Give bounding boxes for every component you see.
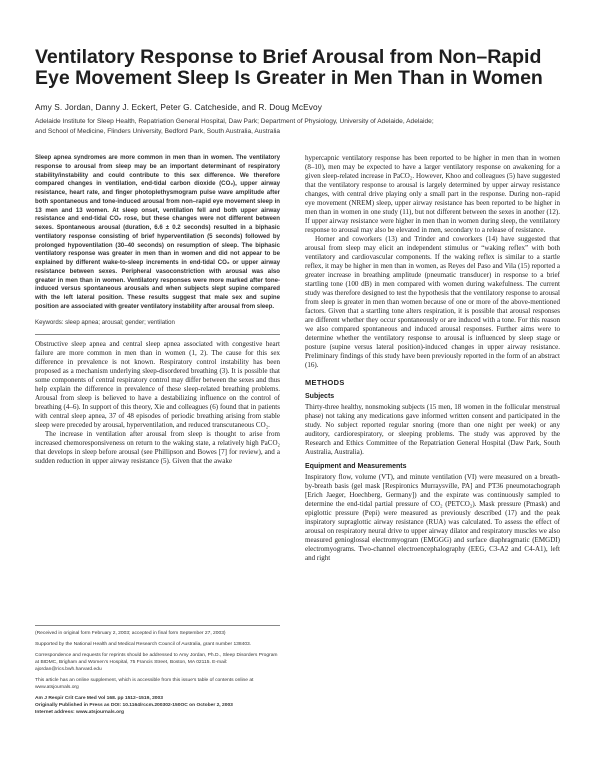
intro-paragraph-1: Obstructive sleep apnea and central sleep apnea associated with congestive heart failure are more common in men than in women (1, 2). The cause for this sex difference in prevalence is not known. Respiratory control instability has been proposed as a mechanism underlying sleep-disordered breathing (3). It is possible that some components of central respiratory control may differ between the sexes and thus help explain the difference in prevalence of these sleep-related breathing problems. Arousal from sleep is believed to have a destabilizing influence on the control of breathing (4–6). In support of this theory, Xie and colleagues (6) found that in patients with central sleep apnea, 37 of 48 episodes of periodic breathing arising from stable sleep were preceded by arousal, hyperventilation, and reduced transcutaneous CO₂. — [35, 340, 280, 429]
internet-address: Internet address: www.atsjournals.org — [35, 710, 124, 715]
intro-paragraph-2: The increase in ventilation after arousal from sleep is thought to arise from increased chemoresponsiveness on return to the waking state, a relatively high PaCO₂ that develops in sleep before arousal (see Phillipson and Bowes [7] for review), and a sudden reduction in upper airway resistance (5). Given that the awake — [35, 430, 280, 465]
abstract-divider — [35, 334, 280, 335]
correspondence-note: Correspondence and requests for reprints should be addressed to Amy Jordan, Ph.D., Sleep Disorders Program at BIDMC, Brigham and Women's Hospital, 75 Francis Street, Boston, MA 02115. E-mail: ajordan@rics.bwh.harvard.edu — [35, 653, 278, 672]
right-column — [305, 154, 560, 563]
footnotes — [35, 625, 280, 716]
footnote-divider — [35, 625, 280, 626]
subjects-paragraph: Thirty-three healthy, nonsmoking subjects (15 men, 18 women in the follicular menstrual phase) not taking any medications gave informed written consent and participated in the study. No subject reported regular snoring (more than one night per week) or any auditory, cardiorespiratory, or sleeping problems. The study was approved by the Research and Ethics Committee of the Repatriation General Hospital (Daw Park, South Australia, Australia). — [305, 403, 560, 456]
abstract-text: Sleep apnea syndromes are more common in men than in women. The ventilatory response to arousal from sleep may be an important determinant of respiratory stability/instability and could contribute to this sex difference. We therefore compared changes in ventilation, end-tidal carbon dioxide (CO₂), upper airway resistance, heart rate, and finger photoplethysmogram pulse wave amplitude after both spontaneous and tone-induced arousal from non–rapid eye movement sleep in 13 men and 13 women. At sleep onset, ventilation fell and both upper airway resistance and end-tidal CO₂ rose, but these changes were not different between sexes. Spontaneous arousal (duration, 6.6 ± 0.2 seconds) resulted in a biphasic ventilatory response consisting of brief hyperventilation (5 seconds) followed by prolonged hypoventilation (30–40 seconds) on resumption of sleep. The biphasic ventilatory response was greater in men than in women and did not appear to be explained by different wake-to-sleep increments in end-tidal CO₂ or upper airway resistance between sexes. Peripheral vasoconstriction with arousal was also greater in men than in women. Ventilatory responses were more marked after tone-induced versus spontaneous arousals and when subjects slept supine compared with the left lateral position. These results suggest that male sex and supine position are associated with greater ventilatory instability after arousal from sleep. — [35, 154, 280, 310]
title-line-2: Eye Movement Sleep Is Greater in Men Than in Women — [35, 67, 543, 89]
author-list: Amy S. Jordan, Danny J. Eckert, Peter G. Catcheside, and R. Doug McEvoy — [35, 102, 323, 112]
equipment-heading: Equipment and Measurements — [305, 463, 407, 470]
title-line-1: Ventilatory Response to Brief Arousal from Non–Rapid — [35, 46, 542, 68]
keywords-text: sleep apnea; arousal; gender; ventilation — [65, 318, 175, 326]
affiliation — [35, 117, 575, 136]
support-note: Supported by the National Health and Medical Research Council of Australia, grant number 138403. — [35, 642, 252, 647]
keywords-label: Keywords: — [35, 318, 64, 326]
intro-paragraph-3: hypercapnic ventilatory response has been reported to be higher in men than in women (8–10), men may be expected to have a larger ventilatory response on awakening for a given sleep-related increase in PaCO₂. However, Khoo and colleagues (5) have suggested that the ventilatory response to arousal is largely determined by upper airway resistance changes, with central drive playing only a small part in the response. During non–rapid eye movement (NREM) sleep, upper airway resistance has been reported to be higher in men than in women in one study (11), but not different between the sexes in another (12). If upper airway resistance were higher in men than in women during sleep, the ventilatory response to arousal may also be elevated in men, secondary to a release of resistance. — [305, 154, 560, 234]
article-title — [35, 47, 575, 89]
intro-body-left — [35, 340, 280, 466]
subjects-body — [305, 403, 560, 457]
left-column — [35, 154, 280, 466]
methods-heading: METHODS — [305, 378, 345, 387]
keywords — [35, 319, 280, 328]
abstract — [35, 154, 280, 312]
equipment-paragraph: Inspiratory flow, volume (VT), and minute ventilation (VI) were measured on a breath-by-breath basis (gel mask [Respironics Murraysville, PA] and PT36 pneumotachograph [Erich Jaeger, Hoechberg, Germany]) and the expirate was continuously sampled to determine the end-tidal partial pressure of CO₂ (PETCO₂). Mask pressure (Pmask) and epiglottic pressure (Pepi) were measured as previously described (17) and the peak inspiratory supraglottic airway resistance (RUA) was calculated. To assess the effect of arousal on respiratory neural drive to upper airway dilator and respiratory muscles we also measured genioglossal electromyogram (EMGGG) and surface diaphragmatic (EMGDI) electromyograms. Two-channel electroencephalography (EEG, C3-A2 and C4-A1), left and right — [305, 473, 560, 562]
doi-citation: Originally Published in Press as DOI: 10.1164/rccm.200302-150OC on October 2, 2003 — [35, 703, 233, 708]
equipment-body — [305, 473, 560, 563]
intro-paragraph-4: Horner and coworkers (13) and Trinder and coworkers (14) have suggested that arousal from sleep may elicit an independent stimulus or “waking reflex” with both ventilatory and cardiovascular components. If the waking reflex is similar to a startle reflex, it may be higher in men than in women, as Reyes del Paso and Vila (15) reported a greater increase in breathing amplitude (pneumatic transducer) in response to a brief startling tone (100 dB) in men compared with women during wakefulness. The current study was therefore designed to test the hypothesis that the ventilatory response to arousal from sleep is greater in men than women because of one or more of the above-mentioned factors. Given that a startling tone alters respiration, it is possible that arousal responses are different whether they occur spontaneously or are induced with a tone. For this reason we also compared spontaneous and induced arousal responses. Further aims were to determine whether the ventilatory response to arousal is influenced by sleep stage or posture (supine versus lateral position)-induced changes in upper airway resistance. Preliminary findings of this study have been previously reported in the form of an abstract (16). — [305, 235, 560, 369]
received-note: (Received in original form February 2, 2003; accepted in final form September 27, 2003) — [35, 631, 226, 636]
affiliation-line-2: and School of Medicine, Flinders University, Bedford Park, South Australia, Australia — [35, 127, 281, 135]
subjects-heading: Subjects — [305, 393, 335, 400]
affiliation-line-1: Adelaide Institute for Sleep Health, Repatriation General Hospital, Daw Park; Department of Physiology, University of Adelaide, Adelaide; — [35, 118, 434, 125]
online-supplement-note: This article has an online supplement, which is accessible from this issue's table of contents online at www.atsjournals.org — [35, 678, 254, 690]
intro-body-right — [305, 154, 560, 370]
journal-citation: Am J Respir Crit Care Med Vol 168. pp 1512–1519, 2003 — [35, 696, 163, 701]
